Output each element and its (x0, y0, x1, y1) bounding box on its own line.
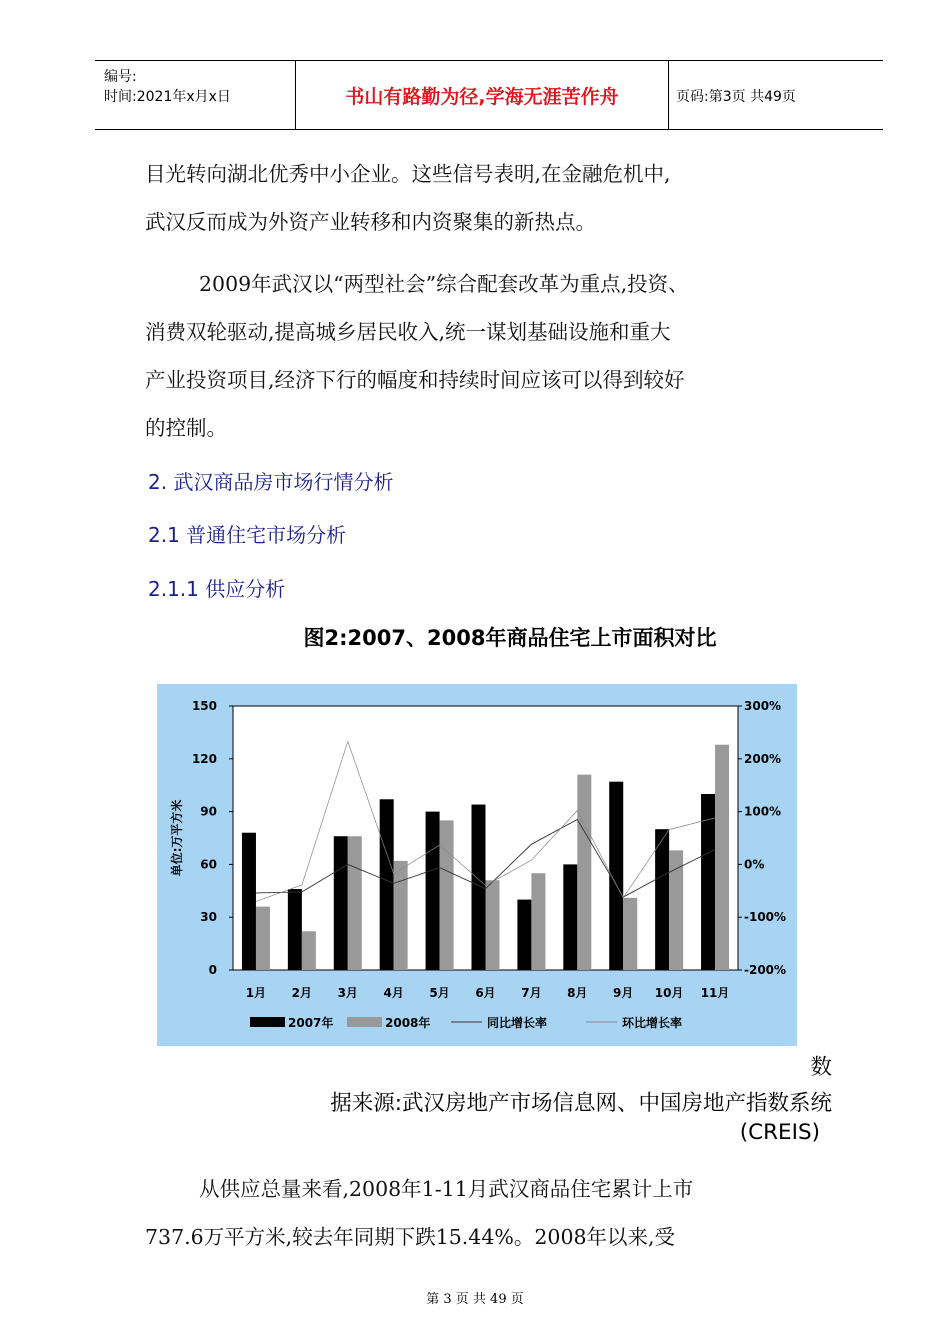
x-tick-label: 10月 (654, 986, 684, 1000)
y2-tick-label: 300% (744, 699, 782, 713)
header-divider-right (668, 60, 669, 130)
paragraph-line: 737.6万平方米,较去年同期下跌15.44%。2008年以来,受 (145, 1225, 676, 1249)
bar-2008年-6月 (486, 880, 500, 970)
bar-2008年-1月 (256, 907, 270, 970)
legend-swatch-2008 (347, 1017, 382, 1027)
x-tick-label: 5月 (429, 986, 450, 1000)
bar-2007年-4月 (380, 799, 394, 970)
y-tick-label: 0 (208, 963, 217, 977)
y2-tick-label: 200% (744, 751, 782, 766)
header-page-info: 页码:第3页 共49页 (676, 89, 796, 105)
y-tick-label: 60 (200, 857, 217, 872)
y-tick-label: 90 (200, 804, 217, 819)
bar-2008年-9月 (623, 898, 637, 970)
y2-tick-label: -200% (744, 963, 787, 977)
figure-title: 图2:2007、2008年商品住宅上市面积对比 (303, 626, 717, 650)
x-tick-label: 11月 (700, 986, 730, 1000)
paragraph-line: 目光转向湖北优秀中小企业。这些信号表明,在金融危机中, (145, 162, 671, 186)
y-axis-label: 单位:万平方米 (170, 799, 184, 877)
bar-2007年-8月 (563, 864, 577, 970)
x-tick-label: 9月 (613, 986, 634, 1000)
bar-2007年-2月 (288, 889, 302, 970)
paragraph-3 (145, 1165, 845, 1261)
bar-2008年-8月 (577, 775, 591, 970)
bar-2008年-10月 (669, 850, 683, 970)
source-line-1: 数 (810, 1055, 832, 1080)
paragraph-2 (145, 260, 845, 452)
header-number-label: 编号: (104, 69, 137, 85)
x-tick-label: 7月 (521, 986, 542, 1000)
page-footer: 第 3 页 共 49 页 (426, 1292, 524, 1307)
legend-swatch-2007 (250, 1017, 285, 1027)
paragraph-line: 产业投资项目,经济下行的幅度和持续时间应该可以得到较好 (145, 368, 685, 392)
source-line-2: 据来源:武汉房地产市场信息网、中国房地产指数系统 (330, 1091, 832, 1116)
y2-tick-label: 100% (744, 804, 782, 819)
bar-2007年-11月 (701, 794, 715, 970)
heading-section-2-1: 2.1 普通住宅市场分析 (148, 523, 347, 547)
bar-2007年-10月 (655, 829, 669, 970)
paragraph-line: 消费双轮驱动,提高城乡居民收入,统一谋划基础设施和重大 (145, 320, 671, 344)
bar-2008年-3月 (348, 836, 362, 970)
paragraph-line: 2009年武汉以“两型社会”综合配套改革为重点,投资、 (199, 272, 689, 296)
paragraph-line: 武汉反而成为外资产业转移和内资聚集的新热点。 (145, 210, 596, 234)
x-tick-label: 4月 (383, 986, 404, 1000)
y-tick-label: 120 (191, 751, 217, 766)
paragraph-line: 从供应总量来看,2008年1-11月武汉商品住宅累计上市 (199, 1177, 694, 1201)
legend-label-mom: 环比增长率 (622, 1016, 683, 1030)
paragraph-line: 的控制。 (145, 416, 227, 440)
y-tick-label: 150 (191, 699, 217, 713)
paragraph-1 (145, 150, 845, 246)
bar-2007年-5月 (426, 812, 440, 970)
x-tick-label: 2月 (291, 986, 313, 1000)
bar-2007年-3月 (334, 836, 348, 970)
bar-2008年-5月 (440, 820, 454, 970)
legend-label-2007: 2007年 (288, 1016, 334, 1030)
legend-label-yoy: 同比增长率 (487, 1016, 548, 1030)
y-tick-label: 30 (200, 910, 217, 925)
bar-2008年-2月 (302, 931, 316, 970)
heading-section-2: 2. 武汉商品房市场行情分析 (148, 470, 394, 494)
source-line-3: (CREIS) (739, 1120, 820, 1145)
y2-tick-label: 0% (744, 857, 765, 872)
x-tick-label: 1月 (245, 986, 267, 1000)
header-motto: 书山有路勤为径,学海无涯苦作舟 (345, 85, 619, 108)
bar-2007年-1月 (242, 833, 256, 970)
supply-area-chart (157, 684, 797, 1046)
bar-2008年-4月 (394, 861, 408, 970)
x-tick-label: 8月 (567, 986, 588, 1000)
header-time-label: 时间:2021年x月x日 (104, 89, 231, 105)
legend-label-2008: 2008年 (385, 1016, 431, 1030)
x-tick-label: 3月 (337, 986, 358, 1000)
y2-tick-label: -100% (744, 910, 787, 925)
heading-section-2-1-1: 2.1.1 供应分析 (148, 577, 286, 601)
bar-2007年-7月 (517, 900, 531, 970)
bar-2008年-11月 (715, 745, 729, 970)
bar-2008年-7月 (531, 873, 545, 970)
x-tick-label: 6月 (475, 986, 496, 1000)
